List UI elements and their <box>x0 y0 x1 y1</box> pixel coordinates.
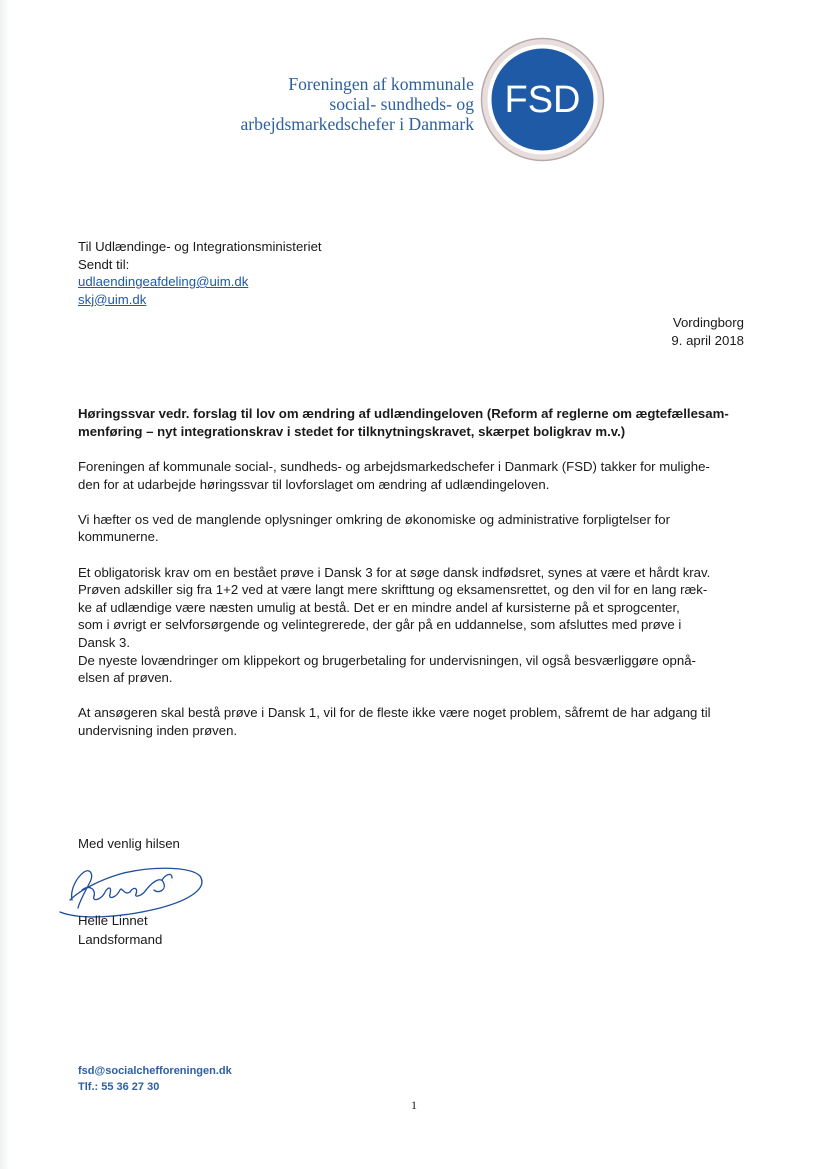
paragraph-line: Et obligatorisk krav om en bestået prøve i Dansk 3 for at søge dansk indfødsret, synes at være et hårdt krav. <box>78 564 711 580</box>
signer-name: Helle Linnet <box>78 913 148 928</box>
sent-to-label: Sendt til: <box>78 256 130 272</box>
place-date-block <box>671 314 744 350</box>
paragraph-line: kommunerne. <box>78 529 159 545</box>
paragraph-line: Foreningen af kommunale social-, sundheds- og arbejdsmarkedschefer i Danmark (FSD) takker for mulighe- <box>78 459 710 475</box>
paragraph <box>78 458 758 493</box>
logo-text: FSD <box>504 79 581 121</box>
footer-contact <box>78 1063 232 1095</box>
org-name-line-1: Foreningen af kommunale <box>288 74 474 94</box>
subject-heading <box>78 405 758 440</box>
paragraph-line: Vi hæfter os ved de manglende oplysninger omkring de økonomiske og administrative forpligtelser for <box>78 511 671 527</box>
footer-email[interactable]: fsd@socialchefforeningen.dk <box>78 1065 232 1077</box>
paragraph-line: De nyeste lovændringer om klippekort og brugerbetaling for undervisningen, vil også besværliggøre opnå- <box>78 652 696 668</box>
paragraph-line: undervisning inden prøven. <box>78 722 238 738</box>
paragraph-line: At ansøgeren skal bestå prøve i Dansk 1, vil for de fleste ikke være noget problem, såfremt de har adgang til <box>78 705 711 721</box>
paragraph <box>78 564 758 652</box>
recipient-email-link-2[interactable]: skj@uim.dk <box>78 291 147 307</box>
org-name-line-2: social- sundheds- og <box>329 94 474 114</box>
paragraph-line: elsen af prøven. <box>78 670 173 686</box>
recipient-email-link-1[interactable]: udlaendingeafdeling@uim.dk <box>78 274 249 289</box>
paragraph-line: den for at udarbejde høringssvar til lovforslaget om ændring af udlændingeloven. <box>78 476 550 492</box>
scan-edge <box>0 0 10 1169</box>
organization-name <box>241 74 475 134</box>
footer-phone: Tlf.: 55 36 27 30 <box>78 1081 160 1093</box>
org-name-line-3: arbejdsmarkedschefer i Danmark <box>240 114 474 134</box>
recipient-block <box>78 238 322 308</box>
paragraph-line: som i øvrigt er selvforsørgende og velintegrerede, der går på en uddannelse, som afsluttes med prøve i <box>78 617 682 633</box>
closing-greeting: Med venlig hilsen <box>78 836 180 851</box>
signer-block <box>78 911 162 949</box>
subject-line: Høringssvar vedr. forslag til lov om ændring af udlændingeloven (Reform af reglerne om ægtefællesam- <box>78 406 729 421</box>
paragraph-line: Dansk 3. <box>78 634 131 650</box>
page-number: 1 <box>411 1098 417 1112</box>
fsd-logo <box>480 37 605 162</box>
paragraph-line: ke af udlændige være næsten umulig at bestå. Det er en mindre andel af kursisterne på et sprogcenter, <box>78 599 680 615</box>
paragraph <box>78 704 758 739</box>
letter-body <box>78 405 758 757</box>
subject-line: menføring – nyt integrationskrav i stedet for tilknytningskravet, skærpet boligkrav m.v.) <box>78 423 626 439</box>
place: Vordingborg <box>672 315 744 330</box>
recipient-to: Til Udlændinge- og Integrationsministeriet <box>78 239 322 254</box>
paragraph <box>78 652 758 687</box>
date: 9. april 2018 <box>671 333 744 348</box>
paragraph <box>78 511 758 546</box>
paragraph-line: Prøven adskiller sig fra 1+2 ved at være langt mere skrifttung og eksamensrettet, og den vil for en lang ræk- <box>78 582 708 598</box>
signer-title: Landsformand <box>78 932 163 947</box>
